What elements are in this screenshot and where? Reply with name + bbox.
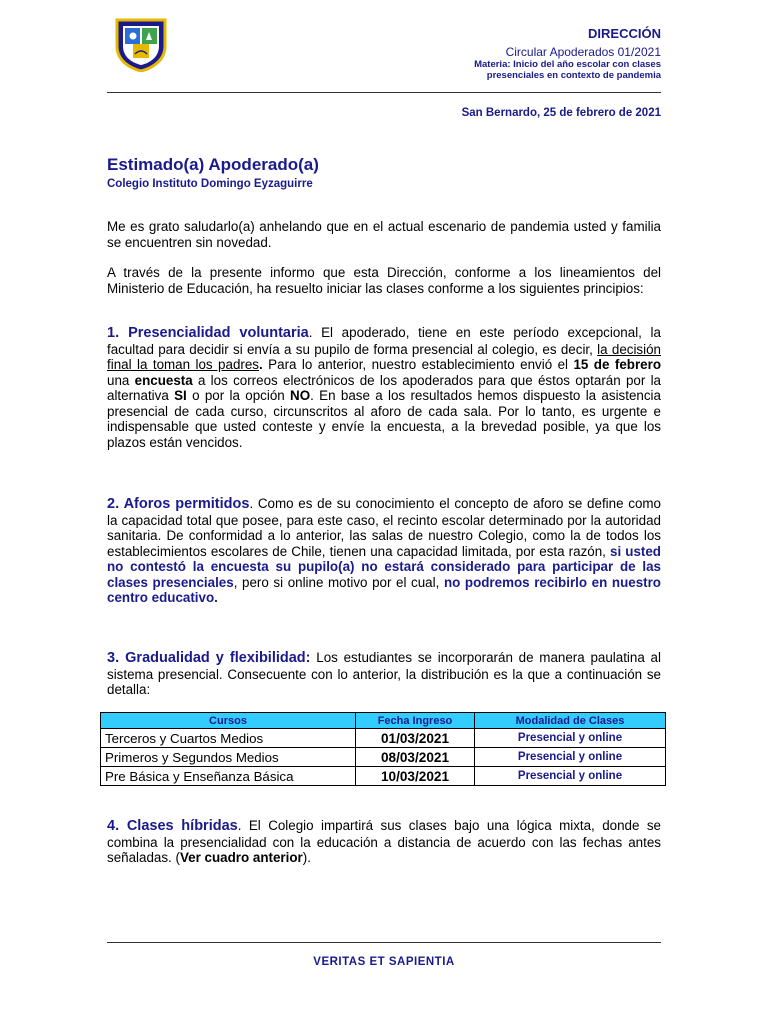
s1-text-7: . En base a los resultados hemos dispuesto la asistencia presencial de cada curso, circunscritos al aforo de cada sala. Por lo tanto, es urgente e indispensable que usted conteste y envíe la encuesta, a la brevedad posible, ya que los plazos están vencidos. (107, 388, 661, 450)
letter-date: San Bernardo, 25 de febrero de 2021 (461, 107, 661, 119)
table-header-row (101, 713, 666, 729)
header-materia-2: presenciales en contexto de pandemia (486, 70, 661, 81)
column-header-cursos: Cursos (101, 713, 356, 729)
header-divider (107, 92, 661, 93)
s2-text-1: . Como es de su conocimiento el concepto de aforo se define como la capacidad total que posee, para este caso, el recinto escolar determinado por la autoridad sanitaria. De conformidad a lo anterior, las salas de nuestro Colegio, como la de todos los establecimientos escolares de Chile, tienen una capacidad limitada, por esta razón, (107, 496, 661, 559)
section-4-heading: 4. Clases híbridas (107, 818, 238, 834)
school-name: Colegio Instituto Domingo Eyzaguirre (107, 178, 313, 190)
section-clases-hibridas (107, 818, 661, 866)
s4-text-1: . El Colegio impartirá sus clases bajo una lógica mixta, donde se combina la presencialidad con la educación a distancia de acuerdo con las fechas antes señaladas. ( (107, 818, 662, 865)
footer-divider (107, 942, 661, 943)
s2-bold-1: si usted no contestó la encuesta su pupilo(a) no estará considerado para participar de las clases presenciales (107, 543, 661, 590)
schedule-table (100, 712, 666, 786)
s1-text-2: . (259, 357, 263, 372)
header-title: DIRECCIÓN (588, 26, 661, 41)
greeting: Estimado(a) Apoderado(a) (107, 155, 319, 174)
s1-bold-si: SI (174, 388, 187, 403)
section-2-heading: 2. Aforos permitidos (107, 496, 250, 512)
s1-underline: la decisión final la toman los padres (107, 341, 661, 372)
school-crest-icon (113, 16, 169, 72)
section-presencialidad (107, 325, 661, 450)
cell-fecha: 10/03/2021 (356, 767, 475, 786)
s1-text-3: Para lo anterior, nuestro establecimiento envió el (262, 357, 574, 372)
paragraph-principles: A través de la presente informo que esta Dirección, conforme a los lineamientos del Ministerio de Educación, ha resuelto iniciar las clases conforme a los siguientes principios: (107, 265, 661, 296)
column-header-modalidad: Modalidad de Clases (475, 713, 666, 729)
footer-motto: VERITAS ET SAPIENTIA (313, 956, 455, 968)
table-row (101, 748, 666, 767)
section-1-heading: 1. Presencialidad voluntaria (107, 325, 309, 341)
header-materia-1: Materia: Inicio del año escolar con clases (474, 59, 661, 70)
cell-fecha: 01/03/2021 (356, 729, 475, 748)
cell-fecha: 08/03/2021 (356, 748, 475, 767)
header-circular: Circular Apoderados 01/2021 (505, 45, 661, 59)
s1-text-1: . El apoderado, tiene en este período excepcional, la facultad para decidir si envía a su pupilo de forma presencial al colegio, es decir, (107, 325, 661, 357)
cell-modalidad: Presencial y online (475, 729, 666, 748)
s4-text-2: ). (302, 850, 311, 865)
section-3-heading: 3. Gradualidad y flexibilidad: (107, 650, 311, 666)
document-header (474, 26, 661, 81)
section-gradualidad (107, 650, 661, 698)
cell-curso: Terceros y Cuartos Medios (101, 729, 356, 748)
cell-curso: Pre Básica y Enseñanza Básica (101, 767, 356, 786)
s1-bold-no: NO (290, 388, 311, 403)
s2-bold-2: no podremos recibirlo en nuestro centro educativo. (107, 574, 661, 605)
cell-modalidad: Presencial y online (475, 748, 666, 767)
table-row (101, 729, 666, 748)
section-aforos (107, 496, 661, 606)
cell-curso: Primeros y Segundos Medios (101, 748, 356, 767)
s1-bold-encuesta: encuesta (134, 372, 193, 388)
table-row (101, 767, 666, 786)
cell-modalidad: Presencial y online (475, 767, 666, 786)
s1-text-6: o por la opción (186, 388, 291, 403)
paragraph-intro: Me es grato saludarlo(a) anhelando que en el actual escenario de pandemia usted y familia se encuentren sin novedad. (107, 219, 661, 250)
s1-text-5: a los correos electrónicos de los apoderados para que éstos optarán por la alternativa (107, 372, 661, 403)
s1-text-4: una (107, 372, 135, 388)
column-header-fecha: Fecha Ingreso (356, 713, 475, 729)
s2-text-2: , pero si online motivo por el cual, (233, 574, 444, 590)
s1-bold-date: 15 de febrero (573, 357, 661, 372)
s4-bold-1: Ver cuadro anterior (179, 850, 303, 865)
s3-text-1: Los estudiantes se incorporarán de manera paulatina al sistema presencial. Consecuente con lo anterior, la distribución es la que a continuación se detalla: (107, 650, 661, 697)
